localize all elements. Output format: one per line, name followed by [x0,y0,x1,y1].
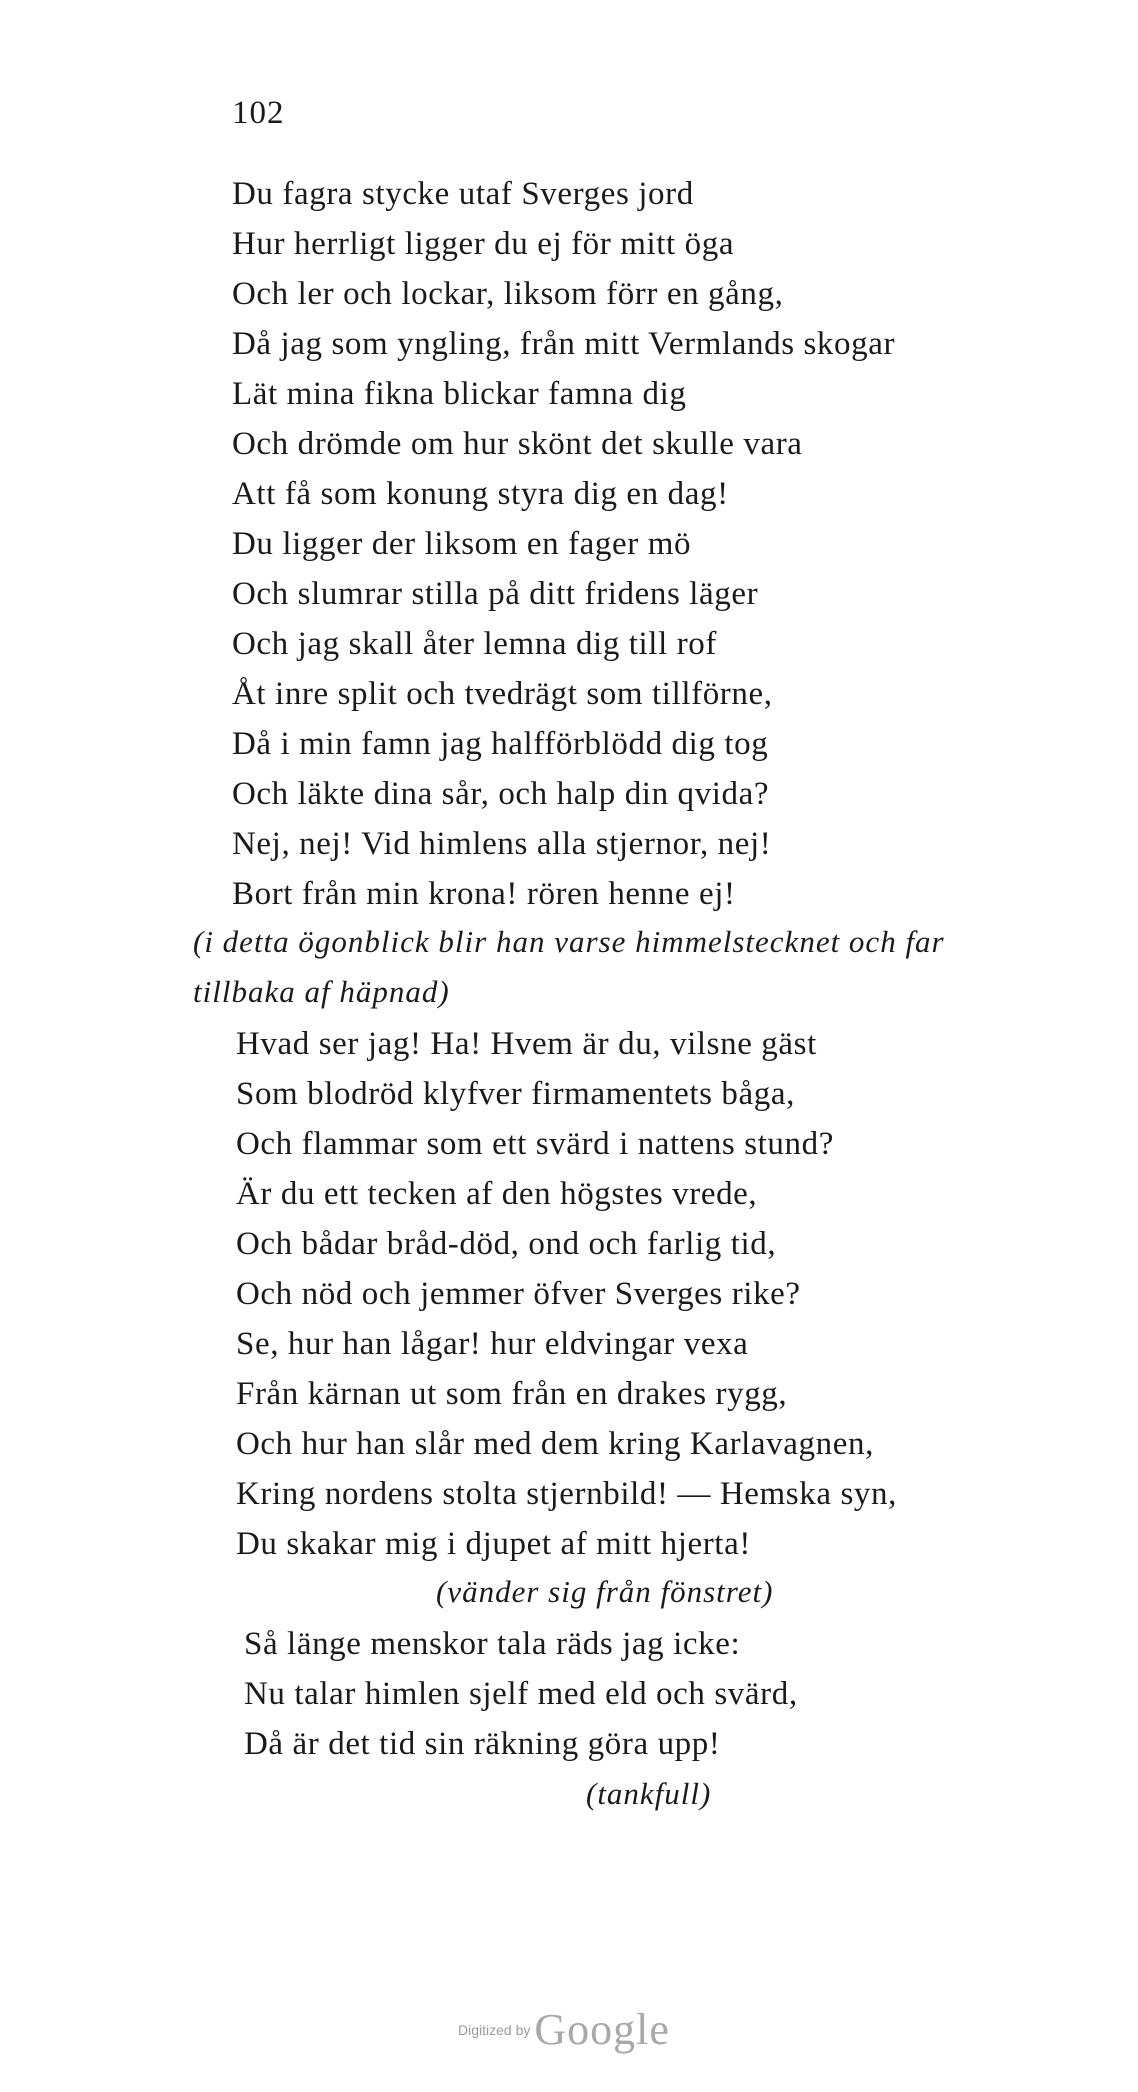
digitization-watermark [458,2004,670,2055]
stage-direction-3: (tankfull) [586,1776,712,1811]
verse-line: Och nöd och jemmer öfver Sverges rike? [236,1276,801,1312]
verse-line: Och jag skall åter lemna dig till rof [232,626,717,662]
verse-line: Och läkte dina sår, och halp din qvida? [232,776,770,812]
verse-line: Då jag som yngling, från mitt Vermlands skogar [232,326,896,362]
verse-line: Bort från min krona! rören henne ej! [232,876,736,912]
verse-line: Så länge menskor tala räds jag icke: [244,1626,741,1662]
verse-line: Du ligger der liksom en fager mö [232,526,692,562]
verse-line: Du skakar mig i djupet af mitt hjerta! [236,1526,751,1562]
digitized-by-label: Digitized by [458,2021,531,2038]
verse-line: Kring nordens stolta stjernbild! — Hemska syn, [236,1476,897,1512]
verse-line: Som blodröd klyfver firmamentets båga, [236,1076,795,1112]
verse-line: Och flammar som ett svärd i nattens stund? [236,1126,834,1162]
verse-line: Åt inre split och tvedrägt som tillförne, [232,676,773,712]
verse-line: Och drömde om hur skönt det skulle vara [232,426,803,462]
verse-line: Och slumrar stilla på ditt fridens läger [232,576,759,612]
verse-line: Och bådar bråd-död, ond och farlig tid, [236,1226,777,1262]
verse-line: Då är det tid sin räkning göra upp! [244,1726,721,1762]
verse-line: Är du ett tecken af den högstes vrede, [236,1176,758,1212]
verse-line: Att få som konung styra dig en dag! [232,476,729,512]
verse-line: Du fagra stycke utaf Sverges jord [232,176,694,212]
stage-direction-line: (i detta ögonblick blir han varse himmelstecknet och far [193,924,945,959]
verse-line: Hvad ser jag! Ha! Hvem är du, vilsne gäst [236,1026,817,1062]
stage-direction-2: (vänder sig från fönstret) [436,1574,774,1609]
verse-line: Och ler och lockar, liksom förr en gång, [232,276,784,312]
verse-line: Då i min famn jag halfförblödd dig tog [232,726,769,762]
verse-line: Från kärnan ut som från en drakes rygg, [236,1376,788,1412]
stage-direction-line: tillbaka af häpnad) [193,974,450,1009]
google-logo: Google [534,2005,670,2054]
verse-line: Nu talar himlen sjelf med eld och svärd, [244,1676,798,1712]
verse-line: Se, hur han lågar! hur eldvingar vexa [236,1326,749,1362]
verse-line: Hur herrligt ligger du ej för mitt öga [232,226,735,262]
verse-line: Och hur han slår med dem kring Karlavagnen, [236,1426,874,1462]
page-number: 102 [232,95,285,131]
verse-line: Nej, nej! Vid himlens alla stjernor, nej! [232,826,772,862]
verse-line: Lät mina fikna blickar famna dig [232,376,687,412]
